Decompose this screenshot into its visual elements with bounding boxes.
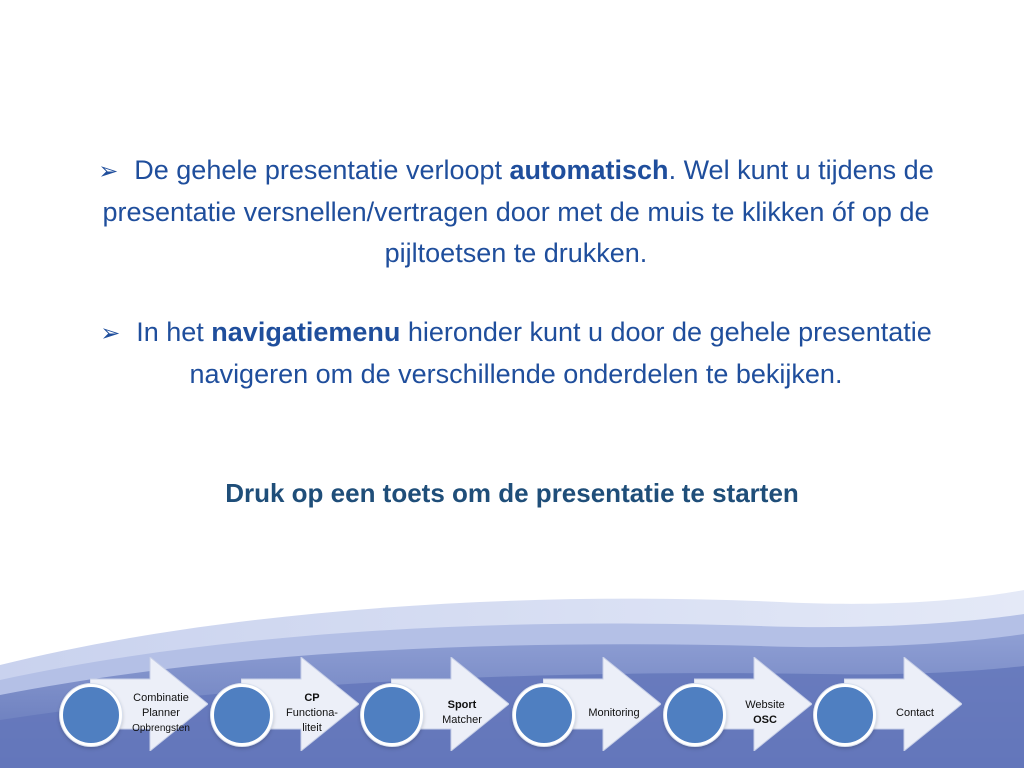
navigation-menu — [0, 655, 1024, 768]
nav-item-cp-functionaliteit[interactable] — [211, 655, 361, 755]
nav-circle-icon — [513, 684, 575, 746]
nav-label-line: Matcher — [442, 714, 482, 726]
nav-circle-icon — [664, 684, 726, 746]
paragraph-automatic-bold: automatisch — [509, 155, 669, 185]
nav-item-combinatie-planner[interactable] — [60, 655, 210, 755]
nav-item-sport-matcher[interactable] — [361, 655, 511, 755]
nav-label — [271, 685, 353, 741]
paragraph-navigation — [96, 312, 936, 395]
paragraph-automatic-text-2: . Wel kunt u tijdens de presentatie versnellen/vertragen door met de muis te klikken óf op de pijltoetsen te drukken. — [102, 155, 934, 268]
nav-circle-icon — [814, 684, 876, 746]
nav-label-line: CP — [304, 691, 320, 704]
nav-label-line: Monitoring — [588, 706, 640, 719]
nav-label-line: Sport — [447, 699, 477, 711]
arrow-bullet-icon: ➢ — [98, 158, 119, 185]
nav-label-line: Website — [745, 699, 785, 711]
nav-label — [874, 685, 956, 741]
nav-label — [724, 685, 806, 741]
start-instruction: Druk op een toets om de presentatie te starten — [225, 478, 799, 508]
intro-text — [96, 150, 936, 395]
nav-circle-icon — [60, 684, 122, 746]
paragraph-navigation-text-1: In het — [136, 317, 212, 347]
paragraph-automatic-text-1: De gehele presentatie verloopt — [134, 155, 510, 185]
nav-label — [573, 685, 655, 741]
nav-label — [120, 685, 202, 741]
nav-label-line: Planner — [142, 706, 180, 719]
nav-label-line: Opbrengsten — [132, 722, 190, 734]
nav-label-line: OSC — [753, 714, 777, 726]
nav-item-website-osc[interactable] — [664, 655, 814, 755]
paragraph-navigation-text-2: hieronder kunt u door de gehele presentatie navigeren om de verschillende onderdelen te bekijken. — [189, 317, 932, 389]
nav-item-monitoring[interactable] — [513, 655, 663, 755]
nav-label-line: Contact — [896, 706, 934, 719]
nav-circle-icon — [361, 684, 423, 746]
nav-circle-icon — [211, 684, 273, 746]
paragraph-automatic — [96, 150, 936, 274]
nav-label-line: Combinatie — [133, 691, 189, 704]
arrow-bullet-icon: ➢ — [100, 320, 121, 347]
nav-label-line: liteit — [302, 721, 322, 734]
nav-item-contact[interactable] — [814, 655, 964, 755]
paragraph-navigation-bold: navigatiemenu — [211, 317, 401, 347]
nav-label — [421, 685, 503, 741]
nav-label-line: Functiona- — [286, 706, 338, 719]
